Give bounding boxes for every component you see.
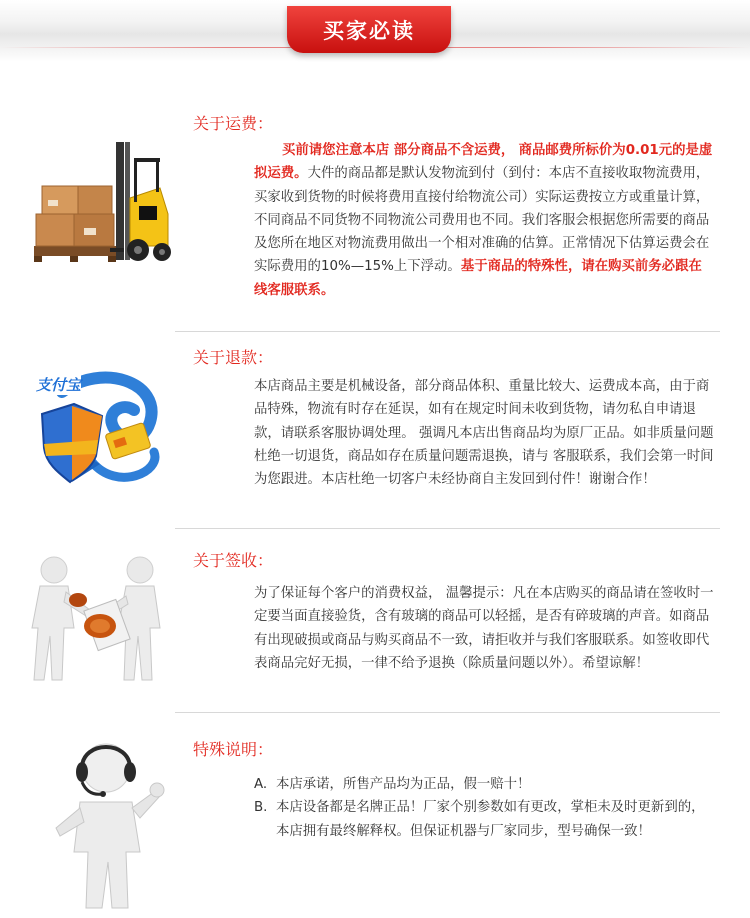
section-divider <box>175 528 720 529</box>
list-marker: B. <box>254 800 268 816</box>
text-segment: 大件的商品都是默认发物流到付（到付：本店不直接收取物流费用，买家收到货物的时候将费用直接付给物流公司）实际运费按立方或重量计算，不同商品不同货物不同物流公司费用也不同。我们客服会根据您所需要的商品及您所在地区对物流费用做出一个相对准确的估算。正常情况下估算运费会在实际费用的10%—15%上下浮动。 <box>254 166 710 275</box>
handover-icon <box>20 552 172 690</box>
section-divider <box>175 712 720 713</box>
forklift-icon <box>22 128 172 278</box>
special-list <box>254 773 714 843</box>
list-marker: A. <box>254 777 268 792</box>
section-title-signing: 关于签收： <box>193 551 274 570</box>
section-divider <box>175 331 720 332</box>
list-item-text: 本店设备都是名牌正品！厂家个别参数如有更改，掌柜未及时更新到的，本店拥有最终解释权。但保证机器与厂家同步，型号确保一致！ <box>276 800 705 839</box>
title-badge <box>287 6 451 53</box>
list-item <box>254 796 714 843</box>
text-segment: 基于商品的特殊性，请在购买前务必跟在线客服联系。 <box>254 259 702 298</box>
alipay-illustration <box>22 352 172 502</box>
section-title-refund: 关于退款： <box>193 348 274 367</box>
text-segment: 商品不含运费， <box>420 143 515 158</box>
support-agent-icon <box>36 732 168 912</box>
list-item-text: 本店承诺，所售产品均为正品，假一赔十！ <box>276 777 531 792</box>
text-segment: 买前请您注意本店 <box>282 143 394 158</box>
text-segment: 商品邮费所标价为0.01元的是虚拟运费。 <box>254 143 713 182</box>
section-title-shipping: 关于运费： <box>193 114 274 133</box>
shipping-paragraph <box>254 139 714 302</box>
list-item <box>254 773 714 796</box>
page-title: 买家必读 <box>323 18 415 43</box>
section-title-special: 特殊说明： <box>193 740 274 759</box>
text-segment: 部分 <box>393 143 421 158</box>
signing-paragraph: 为了保证每个客户的消费权益， 温馨提示：凡在本店购买的商品请在签收时一定要当面直接验货，含有玻璃的商品可以轻摇，是否有碎玻璃的声音。如商品有出现破损或商品与购买商品不一致，请拒收并与我们客服联系。如签收即代表商品完好无损，一律不给予退换（除质量问题以外）。希望谅解！ <box>254 586 714 671</box>
alipay-logo: 支付宝 <box>36 376 82 394</box>
refund-paragraph: 本店商品主要是机械设备，部分商品体积、重量比较大、运费成本高，由于商品特殊，物流有时存在延误，如有在规定时间未收到货物，请勿私自申请退款，请联系客服协调处理。 强调凡本店出售商品均为原厂正品。如非质量问题杜绝一切退货，商品如存在质量问题需退换，请与 客服联系，我们会第一时间为您跟进。本店杜绝一切客户未经协商自主发回到付件！谢谢合作！ <box>254 379 714 488</box>
